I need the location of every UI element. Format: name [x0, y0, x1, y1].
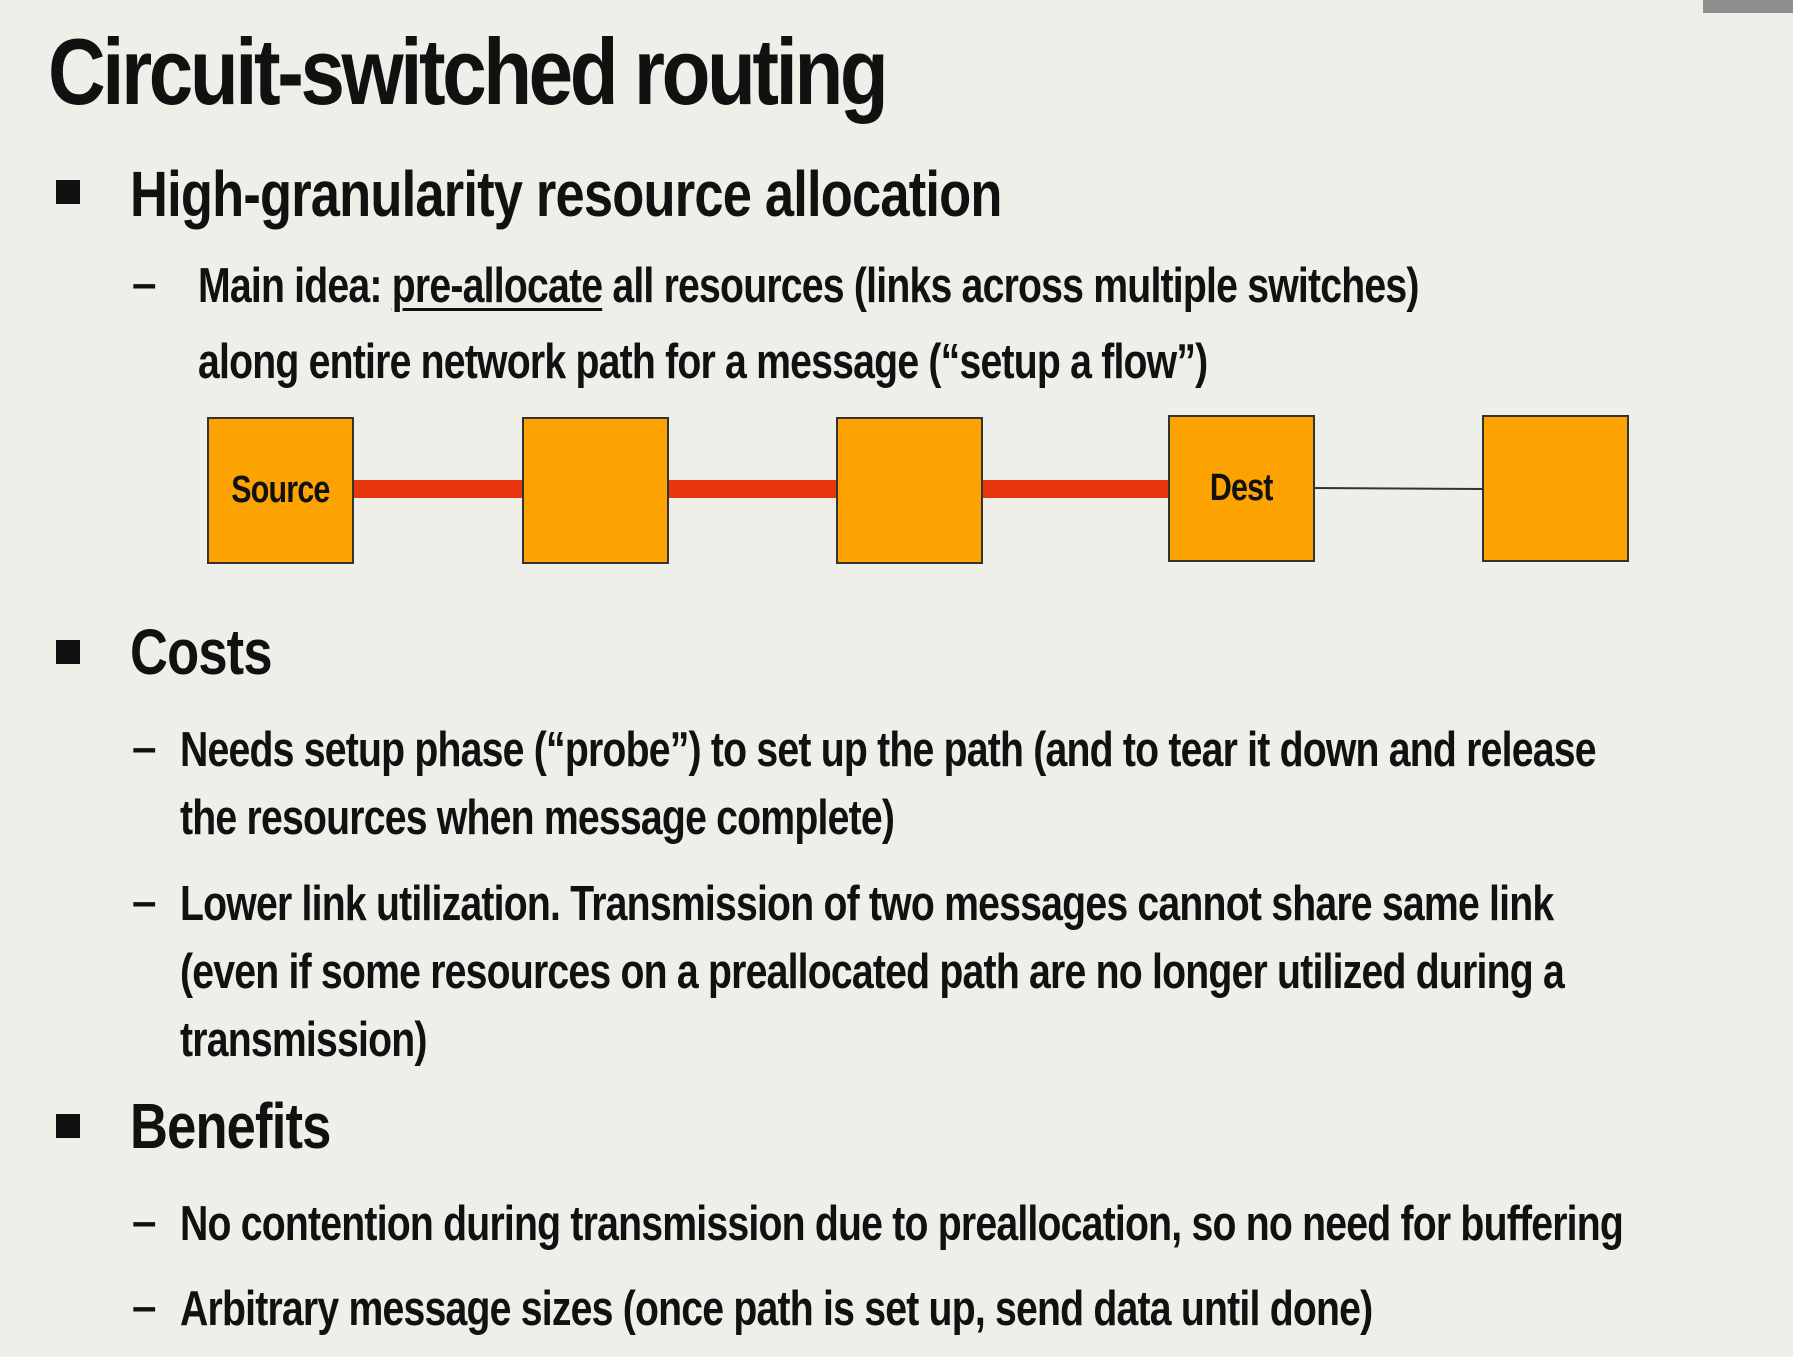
dash-benefit-1: –: [132, 1197, 157, 1246]
dash-benefit-2: –: [132, 1282, 157, 1331]
cost-2-line-1: Lower link utilization. Transmission of two messages cannot share same link: [180, 877, 1554, 931]
node-switch-1: [522, 417, 669, 564]
cost-2-line-2: (even if some resources on a preallocated path are no longer utilized during a: [180, 945, 1564, 999]
corner-tab: [1703, 0, 1793, 13]
slide-title: Circuit-switched routing: [48, 19, 886, 124]
benefits-heading: Benefits: [130, 1090, 331, 1162]
main-idea-rest: all resources (links across multiple switches): [602, 259, 1419, 313]
allocation-heading: High-granularity resource allocation: [130, 158, 1002, 230]
cost-2-line-3: transmission): [180, 1013, 427, 1067]
node-source: [207, 417, 354, 564]
dash-main-idea: –: [132, 259, 157, 308]
main-idea-emphasis: pre-allocate: [391, 259, 603, 313]
node-dest-label: Dest: [1210, 467, 1273, 509]
benefit-2: Arbitrary message sizes (once path is set up, send data until done): [180, 1282, 1373, 1336]
benefit-1: No contention during transmission due to preallocation, so no need for buffering: [180, 1197, 1624, 1251]
node-source-label: Source: [231, 469, 330, 511]
cost-1-line-2: the resources when message complete): [180, 791, 895, 845]
node-switch-4: [1482, 415, 1629, 562]
dash-cost-1: –: [132, 723, 157, 772]
node-switch-2: [836, 417, 983, 564]
main-idea-prefix: Main idea:: [198, 259, 392, 313]
bullet-square-costs: [56, 640, 80, 664]
dash-cost-2: –: [132, 877, 157, 926]
main-idea-line-2: along entire network path for a message (“setup a flow”): [198, 335, 1208, 389]
bullet-square-allocation: [56, 180, 80, 204]
costs-heading: Costs: [130, 616, 272, 688]
cost-1-line-1: Needs setup phase (“probe”) to set up the path (and to tear it down and release: [180, 723, 1596, 777]
main-idea-line-1: [198, 259, 1419, 313]
node-dest: [1168, 415, 1315, 562]
bullet-square-benefits: [56, 1114, 80, 1138]
link-dest-to-switch-4: [1314, 488, 1483, 489]
